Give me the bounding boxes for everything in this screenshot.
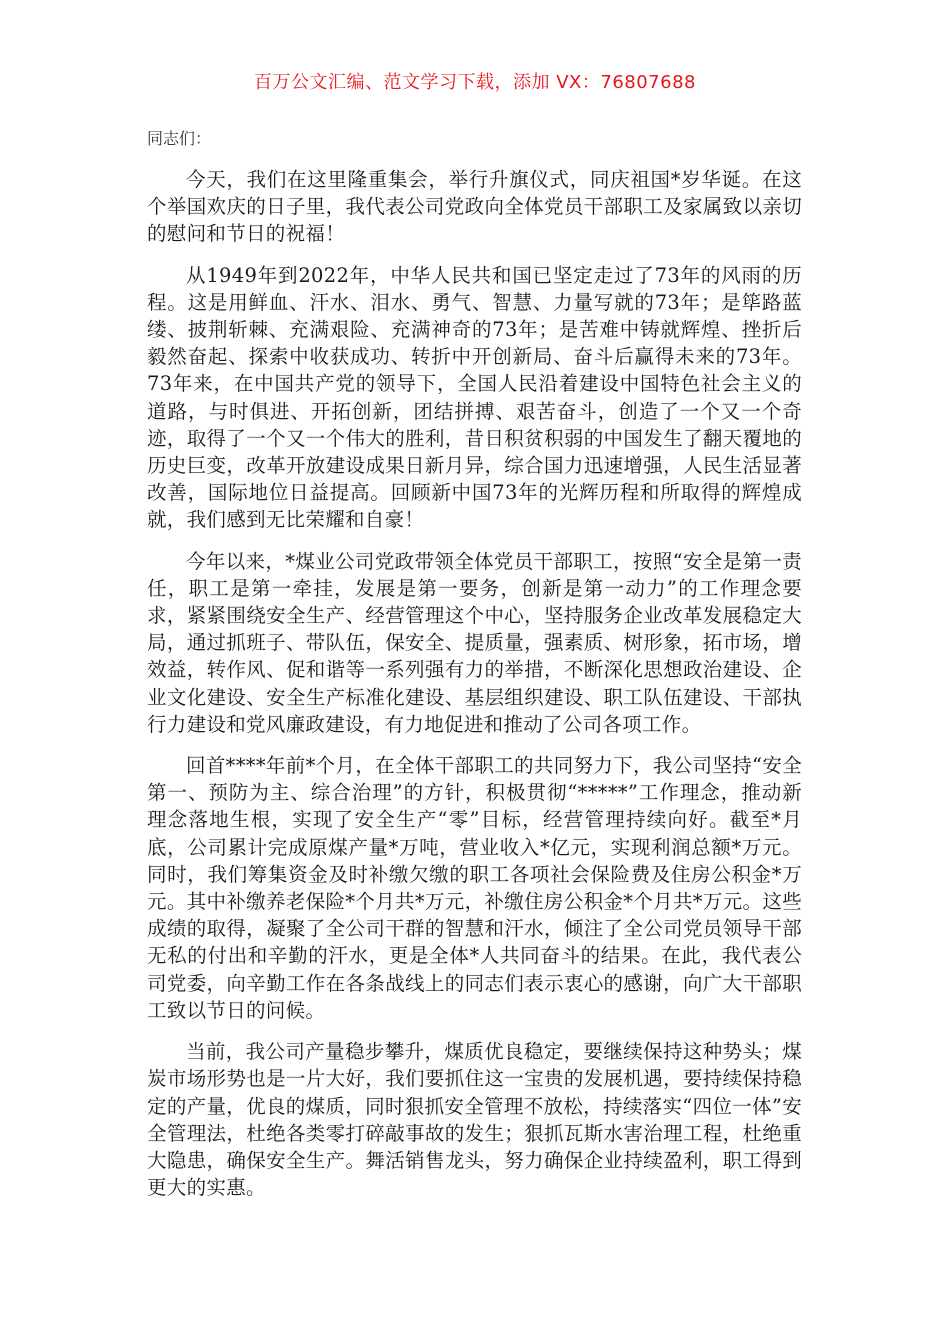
paragraph-3: 今年以来，*煤业公司党政带领全体党员干部职工，按照“安全是第一责任，职工是第一牵挂，发展是第一要务，创新是第一动力”的工作理念要求，紧紧围绕安全生产、经营管理这个中心，坚持服务企业改革发展稳定大局，通过抓班子、带队伍，保安全、提质量，强素质、树形象，拓市场，增效益，转作风、促和谐等一系列强有力的举措，不断深化思想政治建设、企业文化建设、安全生产标准化建设、基层组织建设、职工队伍建设、干部执行力建设和党风廉政建设，有力地促进和推动了公司各项工作。 — [147, 549, 802, 736]
salutation: 同志们： — [147, 129, 212, 148]
paragraph-5: 当前，我公司产量稳步攀升，煤质优良稳定，要继续保持这种势头；煤炭市场形势也是一片大好，我们要抓住这一宝贵的发展机遇，要持续保持稳定的产量，优良的煤质，同时狠抓安全管理不放松，持续落实“四位一体”安全管理法，杜绝各类零打碎敲事故的发生；狠抓瓦斯水害治理工程，杜绝重大隐患，确保安全生产。舞活销售龙头，努力确保企业持续盈利，职工得到更大的实惠。 — [147, 1040, 802, 1200]
document-body — [147, 126, 802, 1215]
header-banner: 百万公文汇编、范文学习下载，添加 VX：76807688 — [254, 72, 696, 93]
paragraph-2: 从1949年到2022年，中华人民共和国已坚定走过了73年的风雨的历程。这是用鲜血、汗水、泪水、勇气、智慧、力量写就的73年；是筚路蓝缕、披荆斩棘、充满艰险、充满神奇的73年；是苦难中铸就辉煌、挫折后毅然奋起、探索中收获成功、转折中开创新局、奋斗后赢得未来的73年。73年来，在中国共产党的领导下，全国人民沿着建设中国特色社会主义的道路，与时俱进、开拓创新，团结拼搏、艰苦奋斗，创造了一个又一个奇迹，取得了一个又一个伟大的胜利，昔日积贫积弱的中国发生了翻天覆地的历史巨变，改革开放建设成果日新月异，综合国力迅速增强，人民生活显著改善，国际地位日益提高。回顾新中国73年的光辉历程和所取得的辉煌成就，我们感到无比荣耀和自豪！ — [147, 263, 802, 532]
paragraph-4: 回首****年前*个月，在全体干部职工的共同努力下，我公司坚持“安全第一、预防为主、综合治理”的方针，积极贯彻“*****”工作理念，推动新理念落地生根，实现了安全生产“零”目标，经营管理持续向好。截至*月底，公司累计完成原煤产量*万吨，营业收入*亿元，实现利润总额*万元。同时，我们筹集资金及时补缴欠缴的职工各项社会保险费及住房公积金*万元。其中补缴养老保险*个月共*万元，补缴住房公积金*个月共*万元。这些成绩的取得，凝聚了全公司干群的智慧和汗水，倾注了全公司党员领导干部无私的付出和辛勤的汗水，更是全体*人共同奋斗的结果。在此，我代表公司党委，向辛勤工作在各条战线上的同志们表示衷心的感谢，向广大干部职工致以节日的问候。 — [147, 754, 803, 1022]
paragraph-1: 今天，我们在这里隆重集会，举行升旗仪式，同庆祖国*岁华诞。在这个举国欢庆的日子里，我代表公司党政向全体党员干部职工及家属致以亲切的慰问和节日的祝福！ — [147, 168, 802, 246]
